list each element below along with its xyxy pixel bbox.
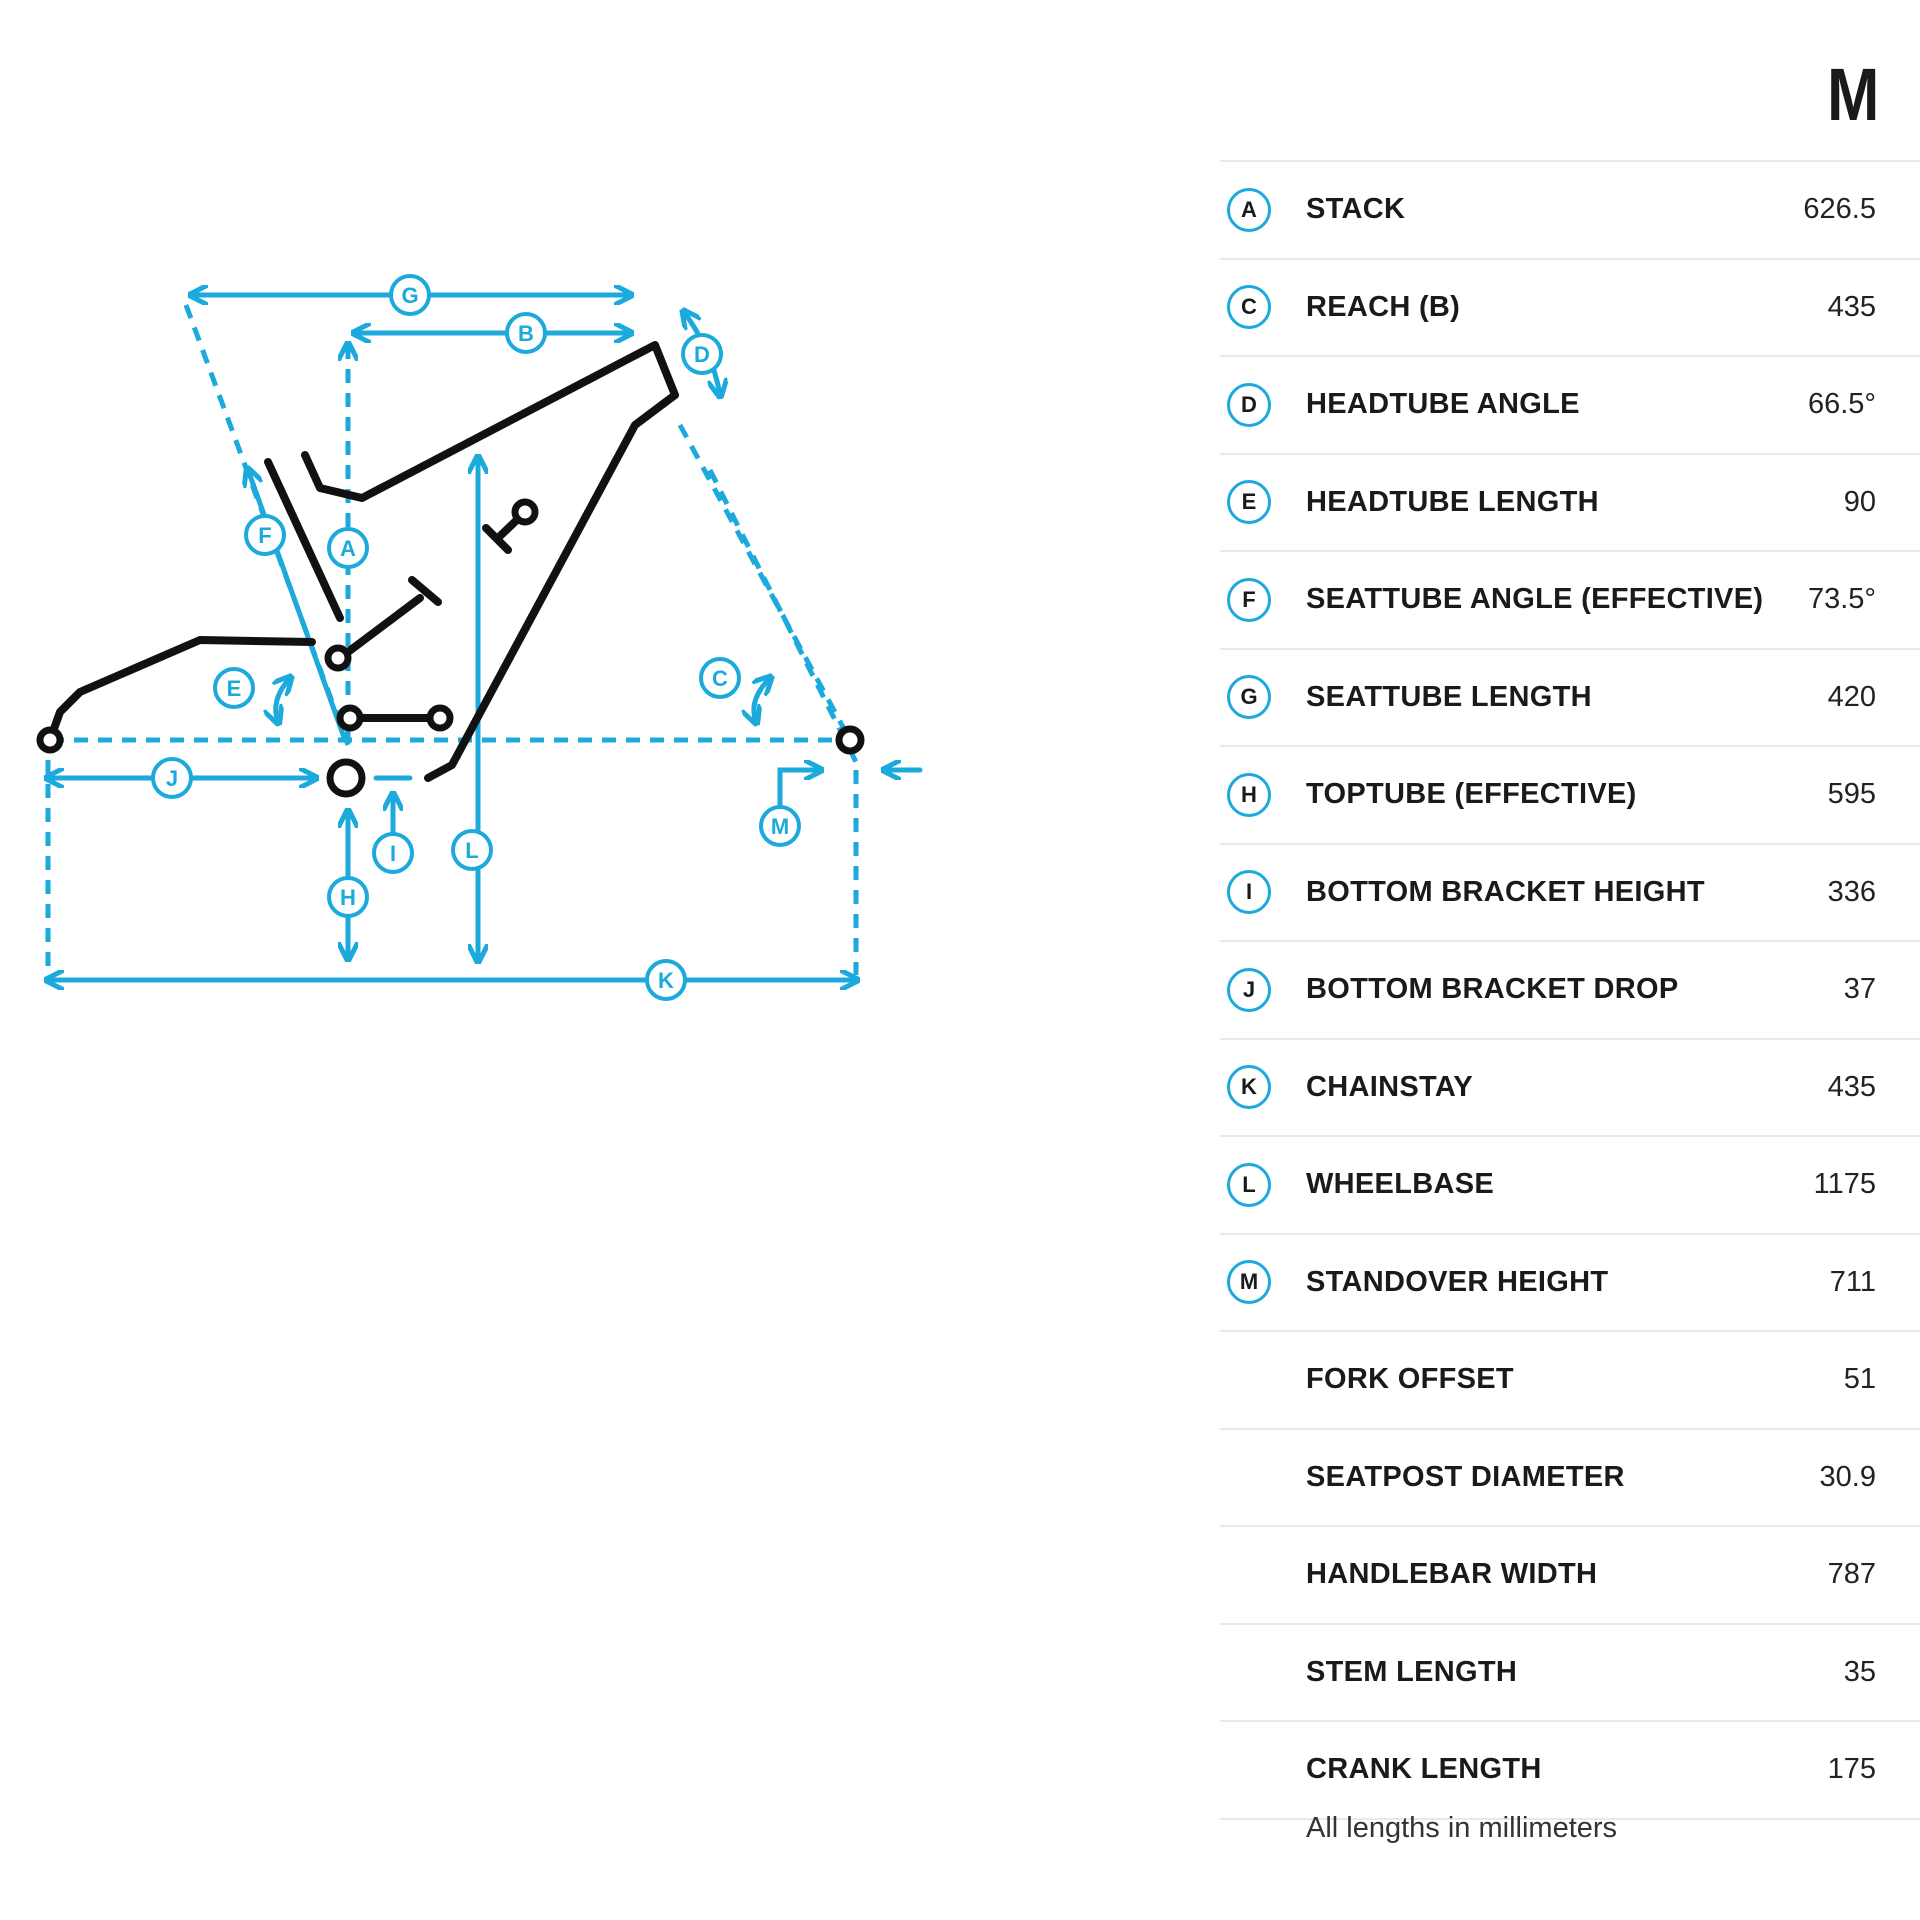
row-value: 73.5°: [1807, 583, 1876, 616]
row-letter-badge: C: [1227, 285, 1271, 329]
table-row: [1220, 1135, 1920, 1233]
row-value: 175: [1827, 1753, 1876, 1786]
table-row: [1220, 550, 1920, 648]
svg-text:B: B: [518, 321, 534, 346]
row-value: 787: [1827, 1558, 1876, 1591]
row-name: SEATTUBE LENGTH: [1306, 680, 1592, 713]
row-value: 35: [1843, 1655, 1876, 1688]
row-value: 711: [1829, 1265, 1876, 1298]
badge-k: [647, 961, 685, 999]
row-value: 435: [1827, 1070, 1876, 1103]
table-row: [1220, 1038, 1920, 1136]
badge-g: [391, 276, 429, 314]
row-letter-badge: M: [1227, 1260, 1271, 1304]
dim-arc-e: [276, 678, 290, 722]
badge-d: [683, 335, 721, 373]
badge-a: [329, 529, 367, 567]
table-row: [1220, 843, 1920, 941]
badge-l: [453, 831, 491, 869]
pivot-link-right: [430, 708, 450, 728]
svg-text:A: A: [340, 536, 356, 561]
table-row: [1220, 1428, 1920, 1526]
frame-rear: [50, 640, 312, 740]
row-name: BOTTOM BRACKET HEIGHT: [1306, 875, 1705, 908]
table-row: [1220, 355, 1920, 453]
badge-h: [329, 878, 367, 916]
table-row: [1220, 453, 1920, 551]
row-value: 595: [1827, 778, 1876, 811]
row-letter-badge: G: [1227, 675, 1271, 719]
pivot-bottom-bracket: [330, 762, 362, 794]
row-letter-badge: L: [1227, 1163, 1271, 1207]
table-row: [1220, 160, 1920, 258]
table-row: [1220, 258, 1920, 356]
row-name: HEADTUBE ANGLE: [1306, 388, 1580, 421]
svg-text:I: I: [389, 841, 397, 866]
badge-f: [246, 516, 284, 554]
svg-text:G: G: [401, 283, 419, 308]
row-name: BOTTOM BRACKET DROP: [1306, 973, 1679, 1006]
row-letter-badge: K: [1227, 1065, 1271, 1109]
row-value: 51: [1843, 1363, 1876, 1396]
row-letter-badge: D: [1227, 383, 1271, 427]
row-name: WHEELBASE: [1306, 1168, 1494, 1201]
row-name: STANDOVER HEIGHT: [1306, 1265, 1609, 1298]
row-value: 420: [1827, 680, 1876, 713]
pivot-shock: [328, 648, 348, 668]
row-letter-badge: I: [1227, 870, 1271, 914]
svg-text:C: C: [712, 666, 728, 691]
svg-text:E: E: [226, 676, 242, 701]
svg-text:F: F: [258, 523, 272, 548]
badge-b: [507, 314, 545, 352]
badge-m: [761, 807, 799, 845]
row-name: REACH (B): [1306, 290, 1461, 323]
row-name: SEATPOST DIAMETER: [1306, 1460, 1625, 1493]
svg-text:L: L: [465, 838, 479, 863]
table-row: [1220, 745, 1920, 843]
geometry-table: [1220, 160, 1920, 1822]
row-value: 66.5°: [1807, 388, 1876, 421]
row-value: 336: [1827, 875, 1876, 908]
badge-c: [701, 659, 739, 697]
pivot-front-axle: [839, 729, 861, 751]
svg-text:M: M: [770, 814, 790, 839]
pivot-link-left: [340, 708, 360, 728]
geometry-svg: [0, 0, 1000, 1100]
row-value: 626.5: [1803, 193, 1876, 226]
svg-text:K: K: [658, 968, 674, 993]
row-value: 30.9: [1819, 1460, 1876, 1493]
row-letter-badge: J: [1227, 968, 1271, 1012]
pivot-cable-mount: [515, 502, 535, 522]
svg-text:H: H: [340, 885, 356, 910]
dim-arc-c: [754, 678, 770, 722]
row-value: 1175: [1813, 1168, 1876, 1201]
row-name: HEADTUBE LENGTH: [1306, 485, 1599, 518]
badge-e: [215, 669, 253, 707]
row-letter-badge: A: [1227, 188, 1271, 232]
table-row: [1220, 1525, 1920, 1623]
row-value: 37: [1843, 973, 1876, 1006]
row-name: SEATTUBE ANGLE (EFFECTIVE): [1306, 583, 1764, 616]
row-name: HANDLEBAR WIDTH: [1306, 1558, 1598, 1591]
table-row: [1220, 1330, 1920, 1428]
table-row: [1220, 940, 1920, 1038]
row-name: CHAINSTAY: [1306, 1070, 1474, 1103]
table-row: [1220, 1233, 1920, 1331]
table-row: [1220, 1623, 1920, 1721]
badge-i: [374, 834, 412, 872]
svg-text:D: D: [694, 342, 710, 367]
row-name: STEM LENGTH: [1306, 1655, 1518, 1688]
pivot-rear-axle: [40, 730, 60, 750]
size-label: M: [1827, 53, 1878, 136]
row-letter-badge: E: [1227, 480, 1271, 524]
row-name: TOPTUBE (EFFECTIVE): [1306, 778, 1637, 811]
svg-text:J: J: [165, 766, 179, 791]
row-name: FORK OFFSET: [1306, 1363, 1514, 1396]
frame-shock: [340, 580, 438, 658]
units-footnote: All lengths in millimeters: [1306, 1812, 1618, 1844]
row-value: 435: [1827, 290, 1876, 323]
frame-geometry-diagram: [0, 0, 1000, 1100]
row-value: 90: [1843, 485, 1876, 518]
badge-j: [153, 759, 191, 797]
row-letter-badge: H: [1227, 773, 1271, 817]
table-row: [1220, 1720, 1920, 1818]
row-name: STACK: [1306, 193, 1406, 226]
row-name: CRANK LENGTH: [1306, 1753, 1542, 1786]
row-letter-badge: F: [1227, 578, 1271, 622]
table-row: [1220, 648, 1920, 746]
